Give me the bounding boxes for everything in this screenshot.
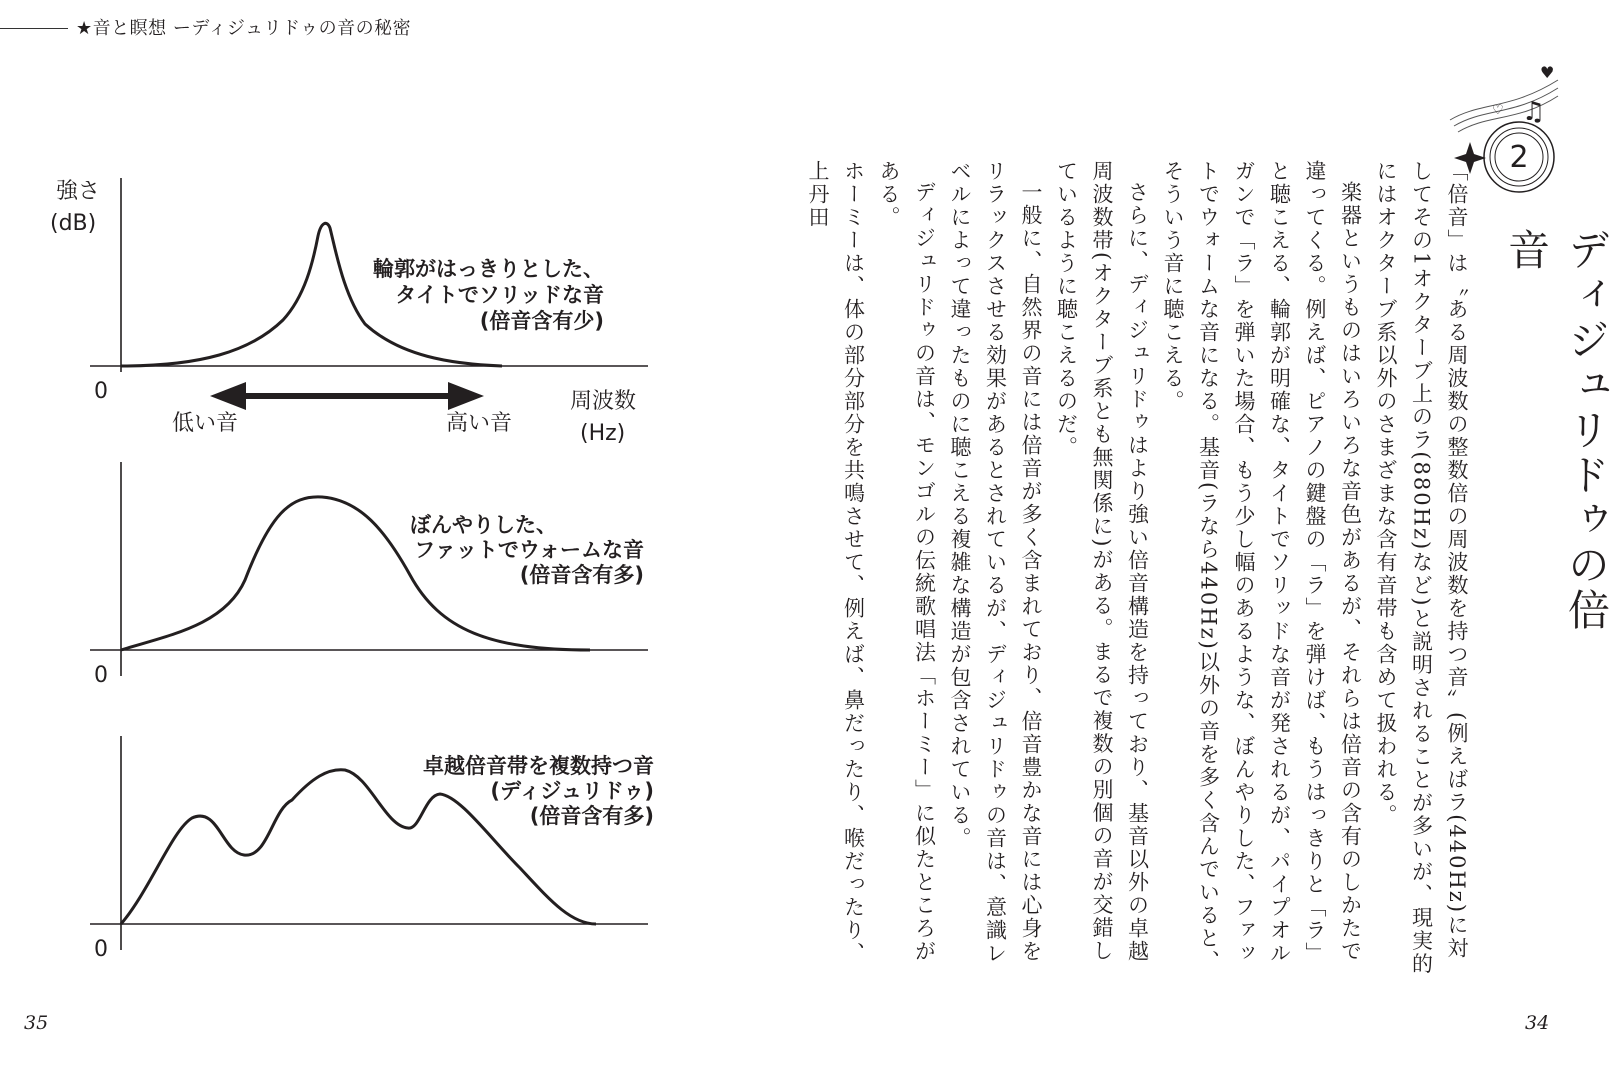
body-paragraph: ホーミーは、体の部分部分を共鳴させて、例えば、鼻だったり、喉だったり、上丹田 — [806, 160, 866, 965]
chart1-annotation-1: 輪郭がはっきりとした、 — [373, 257, 604, 281]
chart3-zero: 0 — [94, 937, 108, 962]
body-text — [806, 160, 1474, 982]
outline-heart-icon: ♡ — [1492, 103, 1504, 118]
page-number-left: 35 — [24, 1012, 49, 1034]
body-paragraph: さらに、ディジュリドゥはより強い倍音構造を持っており、基音以外の卓越周波数帯(オクターブ系とも無関係に)がある。まるで複数の別個の音が交錯しているように聴こえるのだ。 — [1054, 160, 1150, 963]
body-paragraph: 一般に、自然界の音には倍音が多く含まれており、倍音豊かな音には心身をリラックスさせる効果があるとされているが、ディジュリドゥの音は、意識レベルによって違ったものに聴こえる複雑な構造が包含されている。 — [948, 160, 1043, 965]
chart2-annotation-1: ぼんやりした、 — [410, 513, 557, 537]
chart3-annotation-1: 卓越倍音帯を複数持つ音 — [423, 754, 654, 778]
chart-1 — [50, 178, 648, 446]
chart1-y-label-2: (dB) — [50, 211, 97, 236]
chart1-x-label-2: (Hz) — [580, 421, 626, 446]
chart1-zero: 0 — [94, 379, 108, 404]
chart1-x-label-1: 周波数 — [570, 389, 637, 414]
chart1-annotation-3: (倍音含有少) — [479, 309, 604, 333]
chart1-low-label: 低い音 — [172, 411, 239, 436]
chart1-high-label: 高い音 — [446, 411, 513, 436]
chart1-y-label-1: 強さ — [56, 179, 101, 204]
section-number: 2 — [1509, 140, 1529, 175]
body-paragraph: ディジュリドゥの音は、モンゴルの伝統歌唱法「ホーミー」に似たところがある。 — [877, 160, 937, 963]
body-paragraph: 楽器というものはいろいろな音色があるが、それらは倍音の含有のしかたで違ってくる。例えば、ピアノの鍵盤の「ラ」を弾けば、もうはっきりと「ラ」と聴こえる、輪郭が明確な、タイトでソリッドな音が発されるが、パイプオルガンで「ラ」を弾いた場合、もう少し幅のあるような、ぼんやりした、ファットでウォームな音になる。基音(ラなら440Hz)以外の音を多く含んでいると、そういう音に聴こえる。 — [1161, 160, 1363, 973]
chart3-annotation-3: (倍音含有多) — [529, 804, 654, 828]
section-title: ディジュリドゥの倍音 — [1502, 228, 1611, 633]
chart3-annotation-2: (ディジュリドゥ) — [490, 779, 654, 803]
page-number-right: 34 — [1525, 1012, 1550, 1034]
body-paragraph: 「倍音」は〝ある周波数の整数倍の周波数を持つ音〟(例えばラ(440Hz)に対してその1オクターブ上のラ(880Hz)など)と説明されることが多いが、現実的にはオクターブ系以外のさまざまな含有音帯も含めて扱われる。 — [1374, 160, 1469, 976]
music-note-icon: ♫ — [1522, 97, 1546, 127]
chart2-zero: 0 — [94, 663, 108, 688]
heart-icon: ♥ — [1540, 63, 1555, 82]
chart2-annotation-3: (倍音含有多) — [519, 563, 644, 587]
section-number-badge — [1482, 120, 1556, 194]
harmonics-figure — [0, 0, 720, 1000]
chart2-annotation-2: ファットでウォームな音 — [414, 538, 644, 562]
chart-3 — [90, 736, 654, 962]
chart1-frequency-arrow — [210, 382, 484, 410]
chart-2 — [90, 462, 648, 688]
running-header: ★音と瞑想 ーディジュリドゥの音の秘密 — [76, 18, 412, 39]
chart1-annotation-2: タイトでソリッドな音 — [395, 283, 604, 307]
